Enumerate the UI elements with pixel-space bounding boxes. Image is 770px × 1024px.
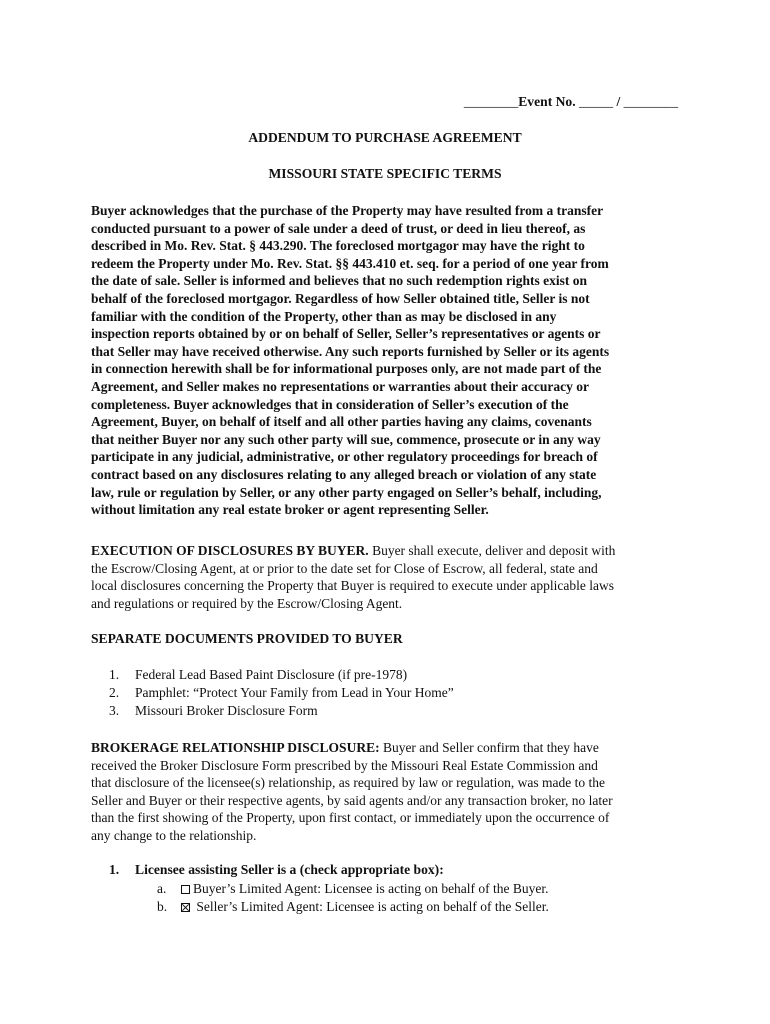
intro-line: contract based on any disclosures relating to any alleged breach or violation of any state [91,466,597,482]
option-letter: a. [157,881,167,896]
brokerage-paragraph [91,739,691,845]
list-item-text: Pamphlet: “Protect Your Family from Lead in Your Home” [135,684,454,700]
execution-first-line [91,542,691,560]
list-item-number: 1. [109,667,120,682]
intro-line: Agreement, and Seller makes no representations or warranties about their accuracy or [91,378,589,394]
list-item [109,702,709,720]
intro-line: participate in any judicial, administrative, or other regulatory proceedings for breach of [91,449,598,465]
brokerage-line: any change to the relationship. [91,827,257,843]
option-text: Seller’s Limited Agent: Licensee is acting on behalf of the Seller. [193,899,549,914]
intro-line: familiar with the condition of the Property, other than as may be disclosed in any [91,308,557,324]
option-letter: b. [157,899,168,914]
intro-line: redeem the Property under Mo. Rev. Stat. §§ 443.410 et. seq. for a period of one year from [91,255,609,271]
licensee-option-seller-agent [157,898,757,916]
intro-line: completeness. Buyer acknowledges that in consideration of Seller’s execution of the [91,396,569,412]
event-number-line [464,94,678,110]
state-terms-title: MISSOURI STATE SPECIFIC TERMS [268,166,502,181]
event-slash: / [616,94,621,109]
licensee-question-number: 1. [109,862,120,877]
separate-documents-list [109,666,709,719]
intro-line: Buyer acknowledges that the purchase of the Property may have resulted from a transfer [91,203,604,218]
licensee-options [157,880,757,916]
event-prefix-blank: ________ [463,94,519,109]
licensee-question [109,862,709,878]
brokerage-first-line-text: Buyer and Seller confirm that they have [379,740,599,755]
intro-line: conducted pursuant to a power of sale under a deed of trust, or deed in lieu thereof, as [91,220,586,236]
intro-line: in connection herewith shall be for informational purposes only, are not made part of the [91,361,602,377]
intro-line: that neither Buyer nor any such other party will sue, commence, prosecute or in any way [91,431,601,447]
brokerage-first-line [91,739,691,757]
separate-documents-title: SEPARATE DOCUMENTS PROVIDED TO BUYER [91,631,403,646]
option-text: Buyer’s Limited Agent: Licensee is acting on behalf of the Buyer. [193,881,549,896]
list-item-text: Federal Lead Based Paint Disclosure (if pre-1978) [135,667,408,682]
intro-line: law, rule or regulation by Seller, or any other party engaged on Seller’s behalf, including, [91,484,602,500]
intro-line: without limitation any real estate broker or agent representing Seller. [91,502,489,518]
intro-line: inspection reports obtained by or on behalf of Seller, Seller’s representatives or agents or [91,326,601,342]
event-blank-2: ________ [623,94,678,109]
execution-line: local disclosures concerning the Property that Buyer is required to execute under applicable laws [91,578,614,594]
licensee-option-buyer-agent [157,880,757,898]
buyer-agent-checkbox[interactable] [181,885,190,894]
event-blank-1: _____ [579,94,614,109]
brokerage-line: that disclosure of the licensee(s) relationship, as required by law or regulation, was made to the [91,775,605,791]
intro-line: the date of sale. Seller is informed and believes that no such redemption rights exist on [91,273,587,289]
execution-line: the Escrow/Closing Agent, at or prior to the date set for Close of Escrow, all federal, state and [91,560,598,576]
intro-line: described in Mo. Rev. Stat. § 443.290. The foreclosed mortgagor may have the right to [91,238,585,254]
event-label: Event No. [518,94,576,109]
brokerage-line: Seller and Buyer or their respective agents, by said agents and/or any transaction broker, no later [91,792,613,808]
intro-line: behalf of the foreclosed mortgagor. Regardless of how Seller obtained title, Seller is not [91,290,590,306]
execution-lead: EXECUTION OF DISCLOSURES BY BUYER. [91,543,369,558]
intro-line: that Seller may have received otherwise. Any such reports furnished by Seller or its agents [91,343,610,359]
list-item [109,684,709,702]
licensee-question-text: Licensee assisting Seller is a (check appropriate box): [135,862,444,877]
list-item-text: Missouri Broker Disclosure Form [135,702,318,718]
list-item-number: 2. [109,684,120,700]
list-item-number: 3. [109,702,120,718]
brokerage-lead: BROKERAGE RELATIONSHIP DISCLOSURE: [91,740,380,755]
addendum-title: ADDENDUM TO PURCHASE AGREEMENT [248,130,522,145]
seller-agent-checkbox[interactable] [181,903,190,912]
brokerage-line: received the Broker Disclosure Form prescribed by the Missouri Real Estate Commission and [91,757,598,773]
intro-line: Agreement, Buyer, on behalf of itself and all other parties having any claims, covenants [91,414,592,430]
list-item [109,666,709,684]
execution-line: and regulations or required by the Escrow/Closing Agent. [91,595,403,611]
brokerage-line: than the first showing of the Property, upon first contact, or immediately upon the occurrence of [91,810,610,826]
intro-paragraph [91,202,691,519]
execution-first-line-text: Buyer shall execute, deliver and deposit with [368,543,616,558]
execution-paragraph [91,542,691,612]
